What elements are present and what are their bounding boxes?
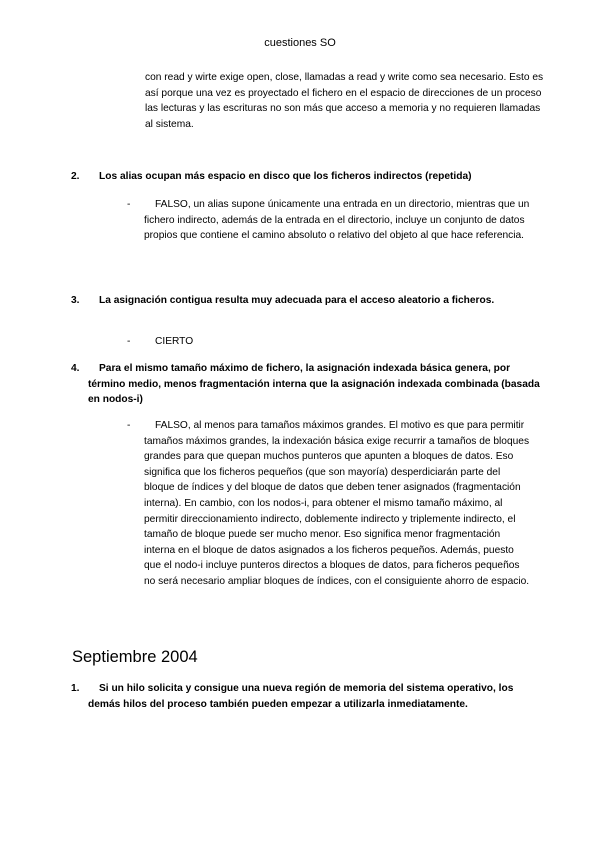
bullet-dash: - <box>127 336 131 347</box>
answer-3 <box>127 334 532 350</box>
question-number: 1. <box>71 683 80 694</box>
question-number: 4. <box>71 363 80 374</box>
question-text: La asignación contigua resulta muy adecuada para el acceso aleatorio a ficheros. <box>99 295 495 306</box>
question-text: Para el mismo tamaño máximo de fichero, la asignación indexada básica genera, por término medio, menos fragmentación interna que la asignación indexada combinada (basada en nodos-i) <box>88 363 540 406</box>
answer-4 <box>127 418 532 590</box>
question-4 <box>71 361 541 408</box>
answer-text: FALSO, al menos para tamaños máximos grandes. El motivo es que para permitir tamaños máximos grandes, la indexación básica exige recurrir a tamaños de bloques grandes para que quepan muchos punteros que apunten a bloques de datos. Eso significa que los ficheros pequeños (que son mayoría) desperdiciarán parte del bloque de índices y del bloque de datos que deben tener asignados (fragmentación interna). En cambio, con los nodos-i, para obtener el mismo tamaño máximo, al permitir direccionamiento indirecto, doblemente indirecto y triplemente indirecto, el tamaño de bloque puede ser mucho menor. Eso significa menor fragmentación interna en el bloque de datos asignados a los ficheros pequeños. Además, puesto que el nodo-i incluye punteros directos a bloques de datos, para ficheros pequeños no será necesario ampliar bloques de índices, con el consiguiente ahorro de espacio. <box>144 420 530 587</box>
intro-paragraph: con read y wirte exige open, close, llamadas a read y write como sea necesario. Esto es así porque una vez es proyectado el fichero en el espacio de direcciones de un proceso las lecturas y las escrituras no son más que acceso a memoria y no requieren llamadas al sistema. <box>145 72 544 130</box>
question-text: Si un hilo solicita y consigue una nueva región de memoria del sistema operativo, los demás hilos del proceso también pueden empezar a utilizarla inmediatamente. <box>88 683 514 710</box>
bullet-dash: - <box>127 199 131 210</box>
question-text: Los alias ocupan más espacio en disco que los ficheros indirectos (repetida) <box>99 171 472 182</box>
section-question-1 <box>71 681 541 712</box>
answer-text: FALSO, un alias supone únicamente una entrada en un directorio, mientras que un fichero indirecto, además de la entrada en el directorio, incluye un conjunto de datos propios que contiene el camino absoluto o relativo del objeto al que hace referencia. <box>144 199 530 242</box>
answer-2 <box>127 197 532 244</box>
answer-text: CIERTO <box>155 336 194 347</box>
question-number: 3. <box>71 295 80 306</box>
question-2 <box>71 169 541 185</box>
page-header: cuestiones SO <box>264 37 336 49</box>
question-3 <box>71 293 541 309</box>
section-heading: Septiembre 2004 <box>72 648 198 666</box>
bullet-dash: - <box>127 420 131 431</box>
question-number: 2. <box>71 171 80 182</box>
